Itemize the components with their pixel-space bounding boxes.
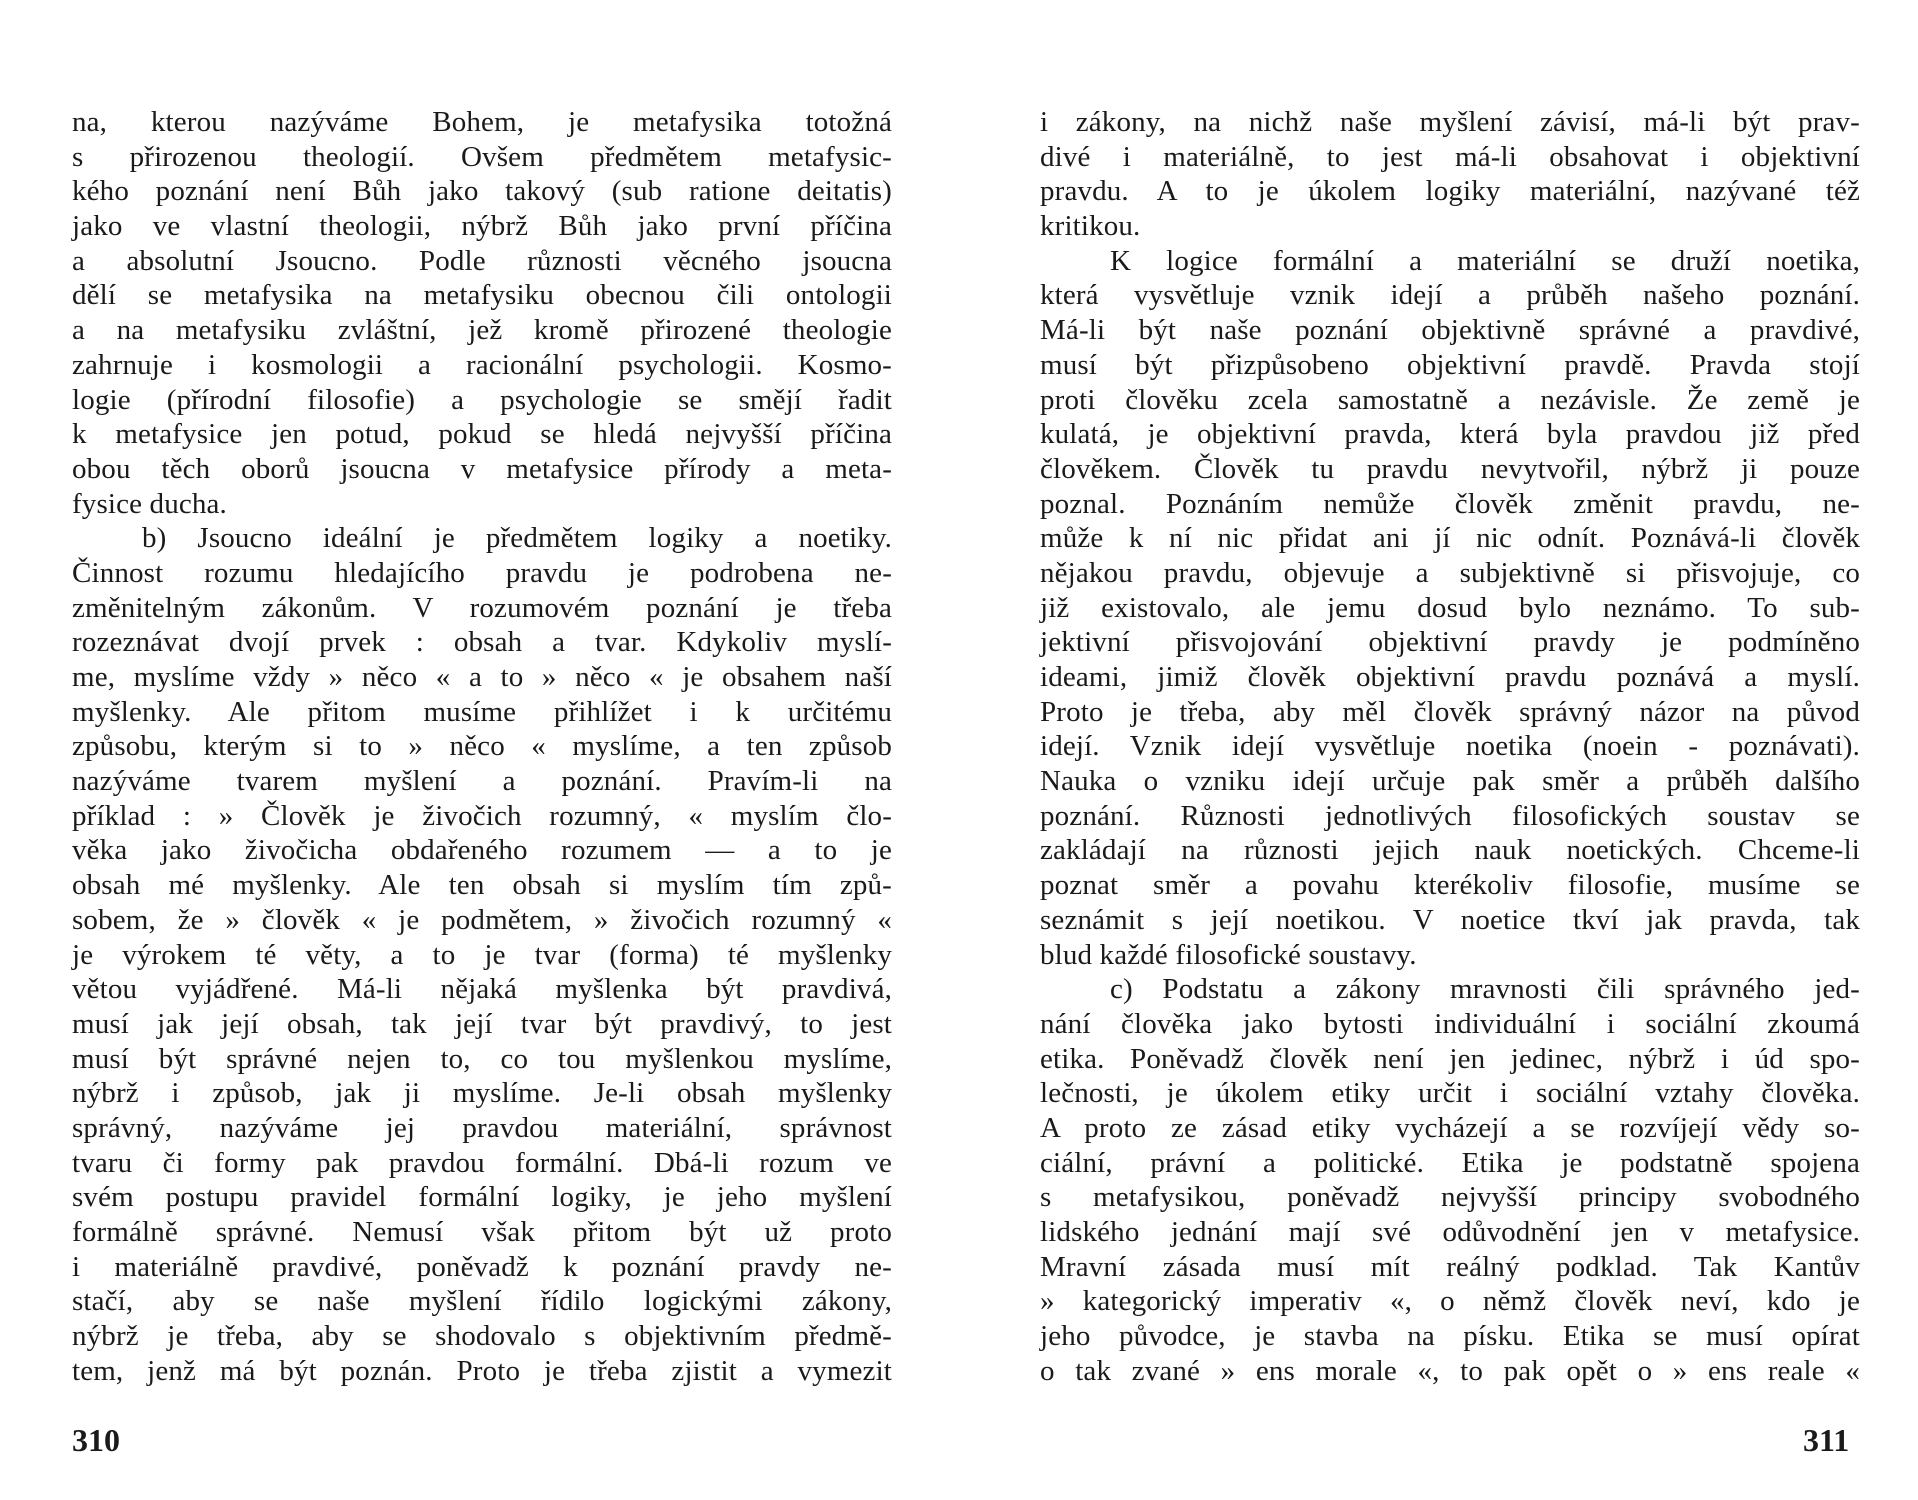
text-line: způsobu, kterým si to » něco « myslíme, a ten způsob <box>72 730 892 763</box>
text-line: věka jako živočicha obdařeného rozumem — a to je <box>72 834 892 867</box>
text-line: tem, jenž má být poznán. Proto je třeba zjistit a vymezit <box>72 1354 892 1387</box>
text-line: a na metafysiku zvláštní, jež kromě přirozené theologie <box>72 314 892 347</box>
text-line: etika. Poněvadž člověk není jen jedinec, nýbrž i úd spo- <box>1040 1042 1860 1075</box>
text-line: Proto je třeba, aby měl člověk správný názor na původ <box>1040 695 1860 728</box>
text-line: pravdu. A to je úkolem logiky materiální, nazývané též <box>1040 175 1860 208</box>
text-line: svém postupu pravidel formální logiky, je jeho myšlení <box>72 1181 892 1214</box>
right-page-text <box>1040 105 1860 1388</box>
text-line: ciální, právní a politické. Etika je podstatně spojena <box>1040 1146 1860 1179</box>
text-line: nazýváme tvarem myšlení a poznání. Pravím-li na <box>72 765 892 798</box>
text-line: Má-li být naše poznání objektivně správné a pravdivé, <box>1040 314 1860 347</box>
text-line: proti člověku zcela samostatně a nezávisle. Že země je <box>1040 383 1860 416</box>
text-line: blud každé filosofické soustavy. <box>1040 938 1417 971</box>
text-line: tvaru či formy pak pravdou formální. Dbá-li rozum ve <box>72 1146 892 1179</box>
text-line: formálně správné. Nemusí však přitom být už proto <box>72 1216 892 1248</box>
text-line: nání člověka jako bytosti individuální i sociální zkoumá <box>1040 1007 1860 1040</box>
text-line: změnitelným zákonům. V rozumovém poznání je třeba <box>72 591 892 624</box>
text-line: jektivní přisvojování objektivní pravdy je podmíněno <box>1040 626 1860 659</box>
text-line: která vysvětluje vznik idejí a průběh našeho poznání. <box>1040 279 1860 312</box>
text-line: Činnost rozumu hledajícího pravdu je podrobena ne- <box>72 556 892 589</box>
text-line: kritikou. <box>1040 210 1141 243</box>
text-line: je výrokem té věty, a to je tvar (forma) té myšlenky <box>72 938 892 971</box>
text-line: na, kterou nazýváme Bohem, je metafysika totožná <box>72 106 892 138</box>
text-line: musí být správné nejen to, co tou myšlenkou myslíme, <box>72 1042 892 1075</box>
text-line: poznání. Různosti jednotlivých filosofických soustav se <box>1040 799 1860 832</box>
text-line: seznámit s její noetikou. V noetice tkví jak pravda, tak <box>1040 903 1860 936</box>
page-number-left: 310 <box>72 1422 120 1458</box>
text-line: o tak zvané » ens morale «, to pak opět o » ens reale « <box>1040 1354 1860 1387</box>
text-line: s přirozenou theologií. Ovšem předmětem metafysic- <box>72 140 892 173</box>
text-line: rozeznávat dvojí prvek : obsah a tvar. Kdykoliv myslí- <box>72 626 892 659</box>
text-line: Nauka o vzniku idejí určuje pak směr a průběh dalšího <box>1040 765 1860 798</box>
text-line: kého poznání není Bůh jako takový (sub ratione deitatis) <box>72 175 892 208</box>
text-line: s metafysikou, poněvadž nejvyšší principy svobodného <box>1040 1181 1860 1214</box>
text-line: sobem, že » člověk « je podmětem, » živočich rozumný « <box>72 903 892 936</box>
text-line: jako ve vlastní theologii, nýbrž Bůh jako první příčina <box>72 210 892 243</box>
text-line: K logice formální a materiální se druží noetika, <box>1110 244 1860 277</box>
text-line: zakládají na různosti jejich nauk noetických. Chceme-li <box>1040 834 1860 867</box>
text-line: idejí. Vznik idejí vysvětluje noetika (noein - poznávati). <box>1040 730 1860 763</box>
text-line: nějakou pravdu, objevuje a subjektivně si přisvojuje, co <box>1040 556 1860 589</box>
text-line: může k ní nic přidat ani jí nic odnít. Poznává-li člověk <box>1040 522 1860 555</box>
text-line: stačí, aby se naše myšlení řídilo logickými zákony, <box>72 1285 892 1318</box>
text-line: myšlenky. Ale přitom musíme přihlížet i k určitému <box>72 695 892 728</box>
text-line: člověkem. Člověk tu pravdu nevytvořil, nýbrž ji pouze <box>1040 452 1860 485</box>
text-line: příklad : » Člověk je živočich rozumný, « myslím člo- <box>72 799 892 832</box>
text-line: i zákony, na nichž naše myšlení závisí, má-li být prav- <box>1040 106 1860 138</box>
text-line: lečnosti, je úkolem etiky určit i sociální vztahy člověka. <box>1040 1077 1860 1110</box>
text-line: i materiálně pravdivé, poněvadž k poznání pravdy ne- <box>72 1250 892 1283</box>
text-line: zahrnuje i kosmologii a racionální psychologii. Kosmo- <box>72 348 892 381</box>
text-line: Mravní zásada musí mít reálný podklad. Tak Kantův <box>1040 1250 1860 1283</box>
text-line: poznal. Poznáním nemůže člověk změnit pravdu, ne- <box>1040 487 1860 520</box>
text-line: lidského jednání mají své odůvodnění jen v metafysice. <box>1040 1216 1860 1248</box>
text-line: » kategorický imperativ «, o němž člověk neví, kdo je <box>1040 1285 1860 1318</box>
page-number-right: 311 <box>1803 1422 1850 1458</box>
text-line: dělí se metafysika na metafysiku obecnou čili ontologii <box>72 279 892 312</box>
text-line: nýbrž je třeba, aby se shodovalo s objektivním předmě- <box>72 1320 892 1353</box>
text-line: větou vyjádřené. Má-li nějaká myšlenka být pravdivá, <box>72 973 892 1006</box>
text-line: fysice ducha. <box>72 487 227 520</box>
text-line: ideami, jimiž člověk objektivní pravdu poznává a myslí. <box>1040 661 1860 693</box>
text-line: A proto ze zásad etiky vycházejí a se rozvíjejí vědy so- <box>1040 1111 1860 1144</box>
text-line: poznat směr a povahu kterékoliv filosofie, musíme se <box>1040 869 1860 902</box>
text-line: me, myslíme vždy » něco « a to » něco « je obsahem naší <box>72 661 892 693</box>
text-line: kulatá, je objektivní pravda, která byla pravdou již před <box>1040 418 1860 451</box>
text-line: k metafysice jen potud, pokud se hledá nejvyšší příčina <box>72 418 892 451</box>
text-line: jeho původce, je stavba na písku. Etika se musí opírat <box>1040 1320 1860 1353</box>
left-page-text <box>72 105 892 1388</box>
text-line: logie (přírodní filosofie) a psychologie se smějí řadit <box>72 383 892 416</box>
text-line: obsah mé myšlenky. Ale ten obsah si myslím tím způ- <box>72 869 892 902</box>
text-line: c) Podstatu a zákony mravnosti čili správného jed- <box>1110 973 1860 1006</box>
text-line: správný, nazýváme jej pravdou materiální, správnost <box>72 1111 892 1144</box>
text-line: již existovalo, ale jemu dosud bylo neznámo. To sub- <box>1040 591 1860 624</box>
text-line: b) Jsoucno ideální je předmětem logiky a noetiky. <box>142 522 892 555</box>
text-line: divé i materiálně, to jest má-li obsahovat i objektivní <box>1040 140 1860 173</box>
text-line: obou těch oborů jsoucna v metafysice přírody a meta- <box>72 452 892 485</box>
text-line: musí jak její obsah, tak její tvar být pravdivý, to jest <box>72 1007 892 1040</box>
text-line: nýbrž i způsob, jak ji myslíme. Je-li obsah myšlenky <box>72 1077 892 1110</box>
text-line: musí být přizpůsobeno objektivní pravdě. Pravda stojí <box>1040 348 1860 381</box>
text-line: a absolutní Jsoucno. Podle různosti věcného jsoucna <box>72 244 892 277</box>
